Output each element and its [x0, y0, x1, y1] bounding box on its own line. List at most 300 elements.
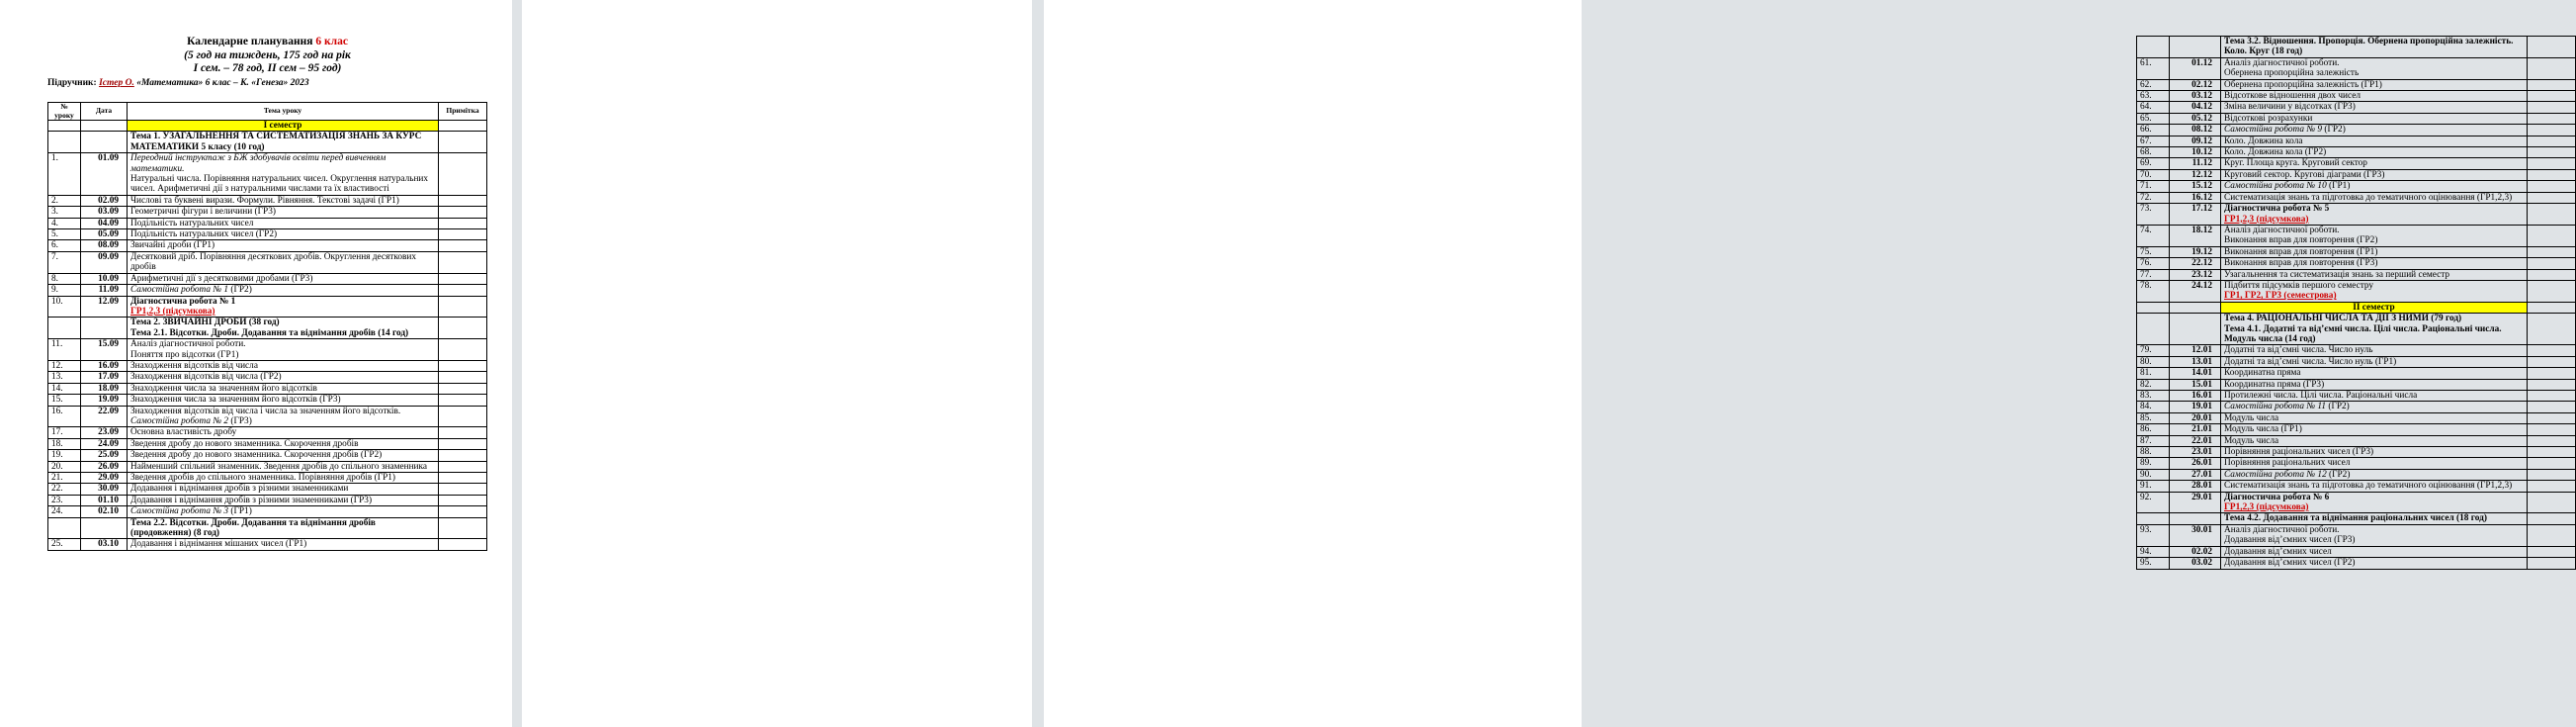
lesson-date: 18.09: [81, 383, 128, 394]
lesson-row: [48, 153, 487, 196]
lesson-topic: Координатна пряма (ГР3): [2221, 379, 2528, 390]
col-topic-header: Тема уроку: [128, 103, 439, 121]
lesson-date: 11.09: [81, 285, 128, 296]
textbook-label: Підручник:: [47, 77, 100, 88]
independent-work: Самостійна робота № 3: [130, 506, 229, 517]
lesson-number: 84.: [2137, 402, 2170, 412]
diagnostic-title: Діагностична робота № 6: [2224, 492, 2330, 502]
lesson-number: 3.: [48, 207, 81, 218]
lesson-date: 22.12: [2170, 258, 2221, 269]
section-title: Тема 3.2. Відношення. Пропорція. Обернена пропорційна залежність. Коло. Круг (18 год): [2224, 37, 2514, 57]
lesson-note: [2528, 181, 2576, 192]
lesson-row: [48, 383, 487, 394]
lesson-row: [2137, 345, 2576, 356]
lesson-topic: [2221, 57, 2528, 79]
lesson-row: [2137, 558, 2576, 569]
topic-text: Аналіз діагностичної роботи.: [2224, 524, 2340, 535]
lesson-row: [2137, 79, 2576, 90]
lesson-number: 92.: [2137, 492, 2170, 513]
lesson-number: 6.: [48, 240, 81, 251]
lesson-number: [48, 121, 81, 132]
lesson-date: 16.01: [2170, 391, 2221, 402]
title-class: 6 клас: [315, 36, 348, 47]
lesson-topic: Додавання від’ємних чисел (ГР2): [2221, 558, 2528, 569]
section-title: Тема 2. ЗВИЧАЙНІ ДРОБИ (38 год): [130, 318, 280, 328]
lesson-date: 23.01: [2170, 447, 2221, 458]
lesson-number: 24.: [48, 506, 81, 517]
lesson-date: 19.01: [2170, 402, 2221, 412]
lesson-note: [2528, 424, 2576, 435]
lesson-topic: Додатні та від’ємні числа. Число нуль (ГР1): [2221, 356, 2528, 367]
lesson-row: [2137, 379, 2576, 390]
lesson-row: [2137, 158, 2576, 169]
lesson-number: 19.: [48, 450, 81, 461]
lesson-number: 94.: [2137, 546, 2170, 557]
lesson-note: [2528, 136, 2576, 146]
lesson-number: 25.: [48, 539, 81, 550]
lesson-row: [48, 240, 487, 251]
lesson-topic: [2221, 280, 2528, 302]
lesson-topic: Систематизація знань та підготовка до тематичного оцінювання (ГР1,2,3): [2221, 192, 2528, 203]
lesson-note: [2528, 269, 2576, 280]
lesson-topic: Зведення дробу до нового знаменника. Скорочення дробів: [128, 438, 439, 449]
independent-work: Самостійна робота № 1: [130, 285, 229, 296]
lesson-number: 16.: [48, 406, 81, 427]
lesson-note: [2528, 546, 2576, 557]
lesson-number: 10.: [48, 296, 81, 318]
title-text: Календарне планування: [187, 36, 316, 47]
lesson-note: [2528, 524, 2576, 546]
lesson-number: 91.: [2137, 481, 2170, 492]
lesson-row: [2137, 246, 2576, 257]
lesson-topic: Зведення дробу до нового знаменника. Скорочення дробів (ГР2): [128, 450, 439, 461]
lesson-topic: Подільність натуральних чисел: [128, 218, 439, 228]
lesson-topic: [128, 517, 439, 539]
lesson-date: 29.01: [2170, 492, 2221, 513]
schedule-table-1: [47, 102, 487, 551]
section-title: Тема 4. РАЦІОНАЛЬНІ ЧИСЛА ТА ДІЇ З НИМИ (79 год): [2224, 314, 2462, 324]
col-note-header: Примітка: [439, 103, 487, 121]
lesson-note: [2528, 402, 2576, 412]
lesson-row: [2137, 546, 2576, 557]
lesson-number: 73.: [2137, 204, 2170, 226]
lesson-note: [2528, 481, 2576, 492]
section-row: [2137, 37, 2576, 58]
lesson-note: [2528, 558, 2576, 569]
diagnostic-groups: ГР1,2,3 (підсумкова): [2224, 214, 2309, 225]
lesson-number: 18.: [48, 438, 81, 449]
lesson-number: 85.: [2137, 412, 2170, 423]
lesson-number: 64.: [2137, 102, 2170, 113]
lesson-topic: Подільність натуральних чисел (ГР2): [128, 229, 439, 240]
lesson-date: [81, 121, 128, 132]
textbook-author: Істер О.: [99, 77, 134, 88]
page-1: [0, 0, 512, 727]
lesson-number: 23.: [48, 495, 81, 505]
independent-work: Самостійна робота № 9: [2224, 125, 2323, 136]
lesson-row: [2137, 492, 2576, 513]
lesson-date: 24.09: [81, 438, 128, 449]
lesson-date: 04.09: [81, 218, 128, 228]
lesson-date: [2170, 302, 2221, 313]
lesson-topic: Круг. Площа круга. Круговий сектор: [2221, 158, 2528, 169]
lesson-note: [2528, 302, 2576, 313]
lesson-topic: Основна властивість дробу: [128, 427, 439, 438]
lesson-row: [48, 484, 487, 495]
lesson-note: [439, 296, 487, 318]
lesson-number: 66.: [2137, 125, 2170, 136]
lesson-number: 86.: [2137, 424, 2170, 435]
lesson-row: [2137, 113, 2576, 124]
lesson-note: [439, 153, 487, 196]
lesson-topic: Числові та буквені вирази. Формули. Рівняння. Текстові задачі (ГР1): [128, 195, 439, 206]
lesson-note: [439, 495, 487, 505]
document-header: [47, 36, 487, 89]
lesson-topic: [128, 339, 439, 361]
lesson-note: [439, 395, 487, 406]
page-2: [522, 0, 1032, 727]
lesson-number: 4.: [48, 218, 81, 228]
lesson-row: [48, 427, 487, 438]
lesson-row: [2137, 412, 2576, 423]
lesson-number: 67.: [2137, 136, 2170, 146]
lesson-row: [2137, 524, 2576, 546]
lesson-note: [2528, 280, 2576, 302]
lesson-number: 61.: [2137, 57, 2170, 79]
lesson-topic: Узагальнення та систематизація знань за перший семестр: [2221, 269, 2528, 280]
section-row: [48, 517, 487, 539]
lesson-note: [439, 372, 487, 383]
section-row: [2137, 314, 2576, 345]
lesson-note: [439, 251, 487, 273]
section-title: Тема 4.2. Додавання та віднімання раціональних чисел (18 год): [2224, 513, 2487, 524]
lesson-note: [2528, 125, 2576, 136]
lesson-row: [2137, 258, 2576, 269]
topic-text: Аналіз діагностичної роботи.: [2224, 225, 2340, 235]
lesson-note: [439, 517, 487, 539]
lesson-row: [48, 195, 487, 206]
lesson-row: [2137, 391, 2576, 402]
lesson-topic: Десятковий дріб. Порівняння десяткових дробів. Округлення десяткових дробів: [128, 251, 439, 273]
lesson-date: 19.12: [2170, 246, 2221, 257]
lesson-note: [439, 218, 487, 228]
lesson-row: [2137, 102, 2576, 113]
lesson-note: [2528, 447, 2576, 458]
lesson-topic: ІІ семестр: [2221, 302, 2528, 313]
lesson-topic: [128, 406, 439, 427]
topic-text: Аналіз діагностичної роботи.: [2224, 57, 2340, 68]
lesson-row: [2137, 368, 2576, 379]
independent-work: Самостійна робота № 12: [2224, 469, 2327, 480]
lesson-row: [2137, 192, 2576, 203]
lesson-number: 75.: [2137, 246, 2170, 257]
lesson-date: [2170, 513, 2221, 524]
lesson-number: 22.: [48, 484, 81, 495]
lesson-note: [2528, 435, 2576, 446]
lesson-topic: [128, 506, 439, 517]
subtitle-semesters: І сем. – 78 год, ІІ сем – 95 год): [193, 62, 342, 74]
lesson-number: [2137, 37, 2170, 58]
lesson-number: 90.: [2137, 469, 2170, 480]
lesson-date: 15.09: [81, 339, 128, 361]
lesson-topic: Коло. Довжина кола: [2221, 136, 2528, 146]
diagnostic-title: Діагностична робота № 1: [130, 296, 236, 307]
lesson-date: 03.10: [81, 539, 128, 550]
lesson-number: 12.: [48, 360, 81, 371]
lesson-note: [2528, 246, 2576, 257]
lesson-date: 12.01: [2170, 345, 2221, 356]
lesson-note: [2528, 356, 2576, 367]
lesson-topic: Модуль числа: [2221, 435, 2528, 446]
lesson-number: 11.: [48, 339, 81, 361]
lesson-date: 04.12: [2170, 102, 2221, 113]
lesson-number: 93.: [2137, 524, 2170, 546]
lesson-note: [2528, 513, 2576, 524]
lesson-date: 02.12: [2170, 79, 2221, 90]
lesson-date: 18.12: [2170, 225, 2221, 246]
lesson-note: [2528, 192, 2576, 203]
lesson-date: 13.01: [2170, 356, 2221, 367]
lesson-topic: Обернена пропорційна залежність (ГР1): [2221, 79, 2528, 90]
lesson-number: [2137, 314, 2170, 345]
subtitle-hours: (5 год на тиждень, 175 год на рік: [184, 48, 351, 61]
lesson-date: [2170, 314, 2221, 345]
lesson-date: 17.09: [81, 372, 128, 383]
lesson-number: 89.: [2137, 458, 2170, 469]
lesson-number: [48, 132, 81, 153]
lesson-note: [439, 506, 487, 517]
group-tag: (ГР1): [228, 506, 252, 517]
lesson-number: 83.: [2137, 391, 2170, 402]
lesson-note: [2528, 204, 2576, 226]
lesson-topic: Знаходження числа за значенням його відсотків: [128, 383, 439, 394]
topic-text: Натуральні числа. Порівняння натуральних чисел. Округлення натуральних чисел. Арифметичні дії з натуральними числами та їх властивості: [130, 174, 429, 195]
lesson-topic: [2221, 204, 2528, 226]
lesson-note: [439, 318, 487, 339]
lesson-row: [2137, 204, 2576, 226]
lesson-number: 72.: [2137, 192, 2170, 203]
lesson-row: [48, 395, 487, 406]
lesson-date: 22.09: [81, 406, 128, 427]
lesson-note: [439, 383, 487, 394]
lesson-date: 15.12: [2170, 181, 2221, 192]
independent-work: Самостійна робота № 2: [130, 415, 229, 426]
group-tag: (ГР2): [2326, 402, 2350, 412]
lesson-date: [81, 132, 128, 153]
lesson-date: 30.09: [81, 484, 128, 495]
lesson-date: 21.01: [2170, 424, 2221, 435]
safety-briefing: Переодний інструктаж з БЖ здобувачів освіти перед вивченням математики.: [130, 153, 386, 174]
lesson-date: 03.12: [2170, 91, 2221, 102]
textbook-line: [47, 77, 487, 89]
independent-work: Самостійна робота № 10: [2224, 181, 2327, 192]
lesson-topic: Геометричні фігури і величини (ГР3): [128, 207, 439, 218]
lesson-topic: Систематизація знань та підготовка до тематичного оцінювання (ГР1,2,3): [2221, 481, 2528, 492]
lesson-date: [81, 517, 128, 539]
lesson-number: 71.: [2137, 181, 2170, 192]
lesson-topic: Порівняння раціональних чисел (ГР3): [2221, 447, 2528, 458]
lesson-topic: [128, 296, 439, 318]
lesson-date: 28.01: [2170, 481, 2221, 492]
lesson-number: 21.: [48, 473, 81, 484]
lesson-row: [2137, 181, 2576, 192]
lesson-note: [439, 285, 487, 296]
lesson-row: [48, 207, 487, 218]
lesson-row: [48, 506, 487, 517]
lesson-date: 05.09: [81, 229, 128, 240]
lesson-row: [2137, 57, 2576, 79]
lesson-date: 12.09: [81, 296, 128, 318]
lesson-topic: Зміна величини у відсотках (ГР3): [2221, 102, 2528, 113]
lesson-date: 22.01: [2170, 435, 2221, 446]
lesson-note: [439, 360, 487, 371]
lesson-number: 13.: [48, 372, 81, 383]
lesson-date: [2170, 37, 2221, 58]
lesson-date: 03.02: [2170, 558, 2221, 569]
lesson-topic: Модуль числа (ГР1): [2221, 424, 2528, 435]
lesson-number: 79.: [2137, 345, 2170, 356]
lesson-date: 14.01: [2170, 368, 2221, 379]
lesson-number: 78.: [2137, 280, 2170, 302]
lesson-date: 29.09: [81, 473, 128, 484]
lesson-row: [2137, 169, 2576, 180]
lesson-note: [439, 461, 487, 472]
lesson-date: 01.12: [2170, 57, 2221, 79]
lesson-topic: Знаходження числа за значенням його відсотків (ГР3): [128, 395, 439, 406]
lesson-date: 02.10: [81, 506, 128, 517]
lesson-row: [48, 218, 487, 228]
lesson-date: 03.09: [81, 207, 128, 218]
lesson-note: [439, 240, 487, 251]
col-num-header: № уроку: [48, 103, 81, 121]
lesson-topic: Виконання вправ для повторення (ГР1): [2221, 246, 2528, 257]
group-tag: (ГР1): [2326, 181, 2351, 192]
lesson-note: [2528, 345, 2576, 356]
section-row: [2137, 513, 2576, 524]
lesson-note: [2528, 91, 2576, 102]
lesson-row: [2137, 125, 2576, 136]
lesson-date: 10.12: [2170, 147, 2221, 158]
topic-text-2: Обернена пропорційна залежність: [2224, 68, 2360, 79]
lesson-note: [2528, 169, 2576, 180]
lesson-number: 95.: [2137, 558, 2170, 569]
lesson-topic: Найменший спільний знаменник. Зведення дробів до спільного знаменника: [128, 461, 439, 472]
lesson-note: [2528, 102, 2576, 113]
semester-row: [48, 121, 487, 132]
lesson-note: [2528, 225, 2576, 246]
lesson-number: 5.: [48, 229, 81, 240]
lesson-date: 10.09: [81, 273, 128, 284]
subsection-title: Тема 4.1. Додатні та від’ємні числа. Цілі числа. Раціональні числа. Модуль числа (14 год): [2224, 323, 2502, 344]
lesson-note: [2528, 314, 2576, 345]
lesson-topic: Зведення дробів до спільного знаменника. Порівняння дробів (ГР1): [128, 473, 439, 484]
lesson-date: 01.10: [81, 495, 128, 505]
lesson-number: [48, 517, 81, 539]
lesson-date: 02.02: [2170, 546, 2221, 557]
lesson-number: 68.: [2137, 147, 2170, 158]
lesson-topic: [2221, 492, 2528, 513]
lesson-number: [48, 318, 81, 339]
lesson-row: [2137, 402, 2576, 412]
lesson-row: [48, 296, 487, 318]
lesson-date: 24.12: [2170, 280, 2221, 302]
lesson-note: [439, 132, 487, 153]
lesson-topic: Знаходження відсотків від числа (ГР2): [128, 372, 439, 383]
lesson-row: [2137, 435, 2576, 446]
lesson-topic: [2221, 314, 2528, 345]
lesson-note: [2528, 57, 2576, 79]
lesson-topic: [2221, 524, 2528, 546]
lesson-row: [2137, 447, 2576, 458]
lesson-note: [439, 229, 487, 240]
diagnostic-title: Підбиття підсумків першого семестру: [2224, 280, 2374, 291]
lesson-date: 27.01: [2170, 469, 2221, 480]
topic-text-2: Поняття про відсотки (ГР1): [130, 349, 239, 360]
independent-work: Самостійна робота № 11: [2224, 402, 2327, 412]
lesson-row: [48, 450, 487, 461]
lesson-row: [48, 251, 487, 273]
lesson-row: [48, 273, 487, 284]
lesson-date: 25.09: [81, 450, 128, 461]
topic-text-2: Додавання від’ємних чисел (ГР3): [2224, 535, 2356, 546]
lesson-row: [48, 438, 487, 449]
lesson-note: [439, 450, 487, 461]
lesson-topic: Коло. Довжина кола (ГР2): [2221, 147, 2528, 158]
lesson-number: 65.: [2137, 113, 2170, 124]
lesson-note: [2528, 158, 2576, 169]
lesson-note: [2528, 458, 2576, 469]
lesson-note: [439, 473, 487, 484]
lesson-number: [2137, 513, 2170, 524]
lesson-note: [439, 121, 487, 132]
lesson-number: 87.: [2137, 435, 2170, 446]
document-title: [47, 36, 487, 49]
lesson-date: 17.12: [2170, 204, 2221, 226]
lesson-note: [439, 539, 487, 550]
lesson-note: [2528, 79, 2576, 90]
lesson-date: 08.09: [81, 240, 128, 251]
lesson-date: 08.12: [2170, 125, 2221, 136]
topic-text-2: Виконання вправ для повторення (ГР2): [2224, 235, 2378, 246]
lesson-topic: [2221, 469, 2528, 480]
lesson-topic: [2221, 37, 2528, 58]
lesson-number: [2137, 302, 2170, 313]
lesson-topic: [2221, 513, 2528, 524]
lesson-note: [439, 207, 487, 218]
section-row: [48, 132, 487, 153]
lesson-number: 1.: [48, 153, 81, 196]
lesson-date: 15.01: [2170, 379, 2221, 390]
lesson-row: [2137, 469, 2576, 480]
lesson-note: [2528, 469, 2576, 480]
lesson-number: 15.: [48, 395, 81, 406]
lesson-row: [2137, 356, 2576, 367]
diagnostic-title: Діагностична робота № 5: [2224, 204, 2330, 215]
lesson-note: [2528, 258, 2576, 269]
lesson-topic: Арифметичні дії з десятковими дробами (ГР3): [128, 273, 439, 284]
lesson-topic: [2221, 402, 2528, 412]
lesson-note: [2528, 379, 2576, 390]
lesson-date: 02.09: [81, 195, 128, 206]
section-title: Тема 2.2. Відсотки. Дроби. Додавання та віднімання дробів (продовження) (8 год): [130, 517, 376, 539]
lesson-note: [439, 195, 487, 206]
diagnostic-groups: ГР1,2,3 (підсумкова): [130, 306, 215, 317]
lesson-date: 16.09: [81, 360, 128, 371]
lesson-note: [439, 339, 487, 361]
lesson-date: 26.01: [2170, 458, 2221, 469]
lesson-date: 30.01: [2170, 524, 2221, 546]
lesson-note: [2528, 147, 2576, 158]
